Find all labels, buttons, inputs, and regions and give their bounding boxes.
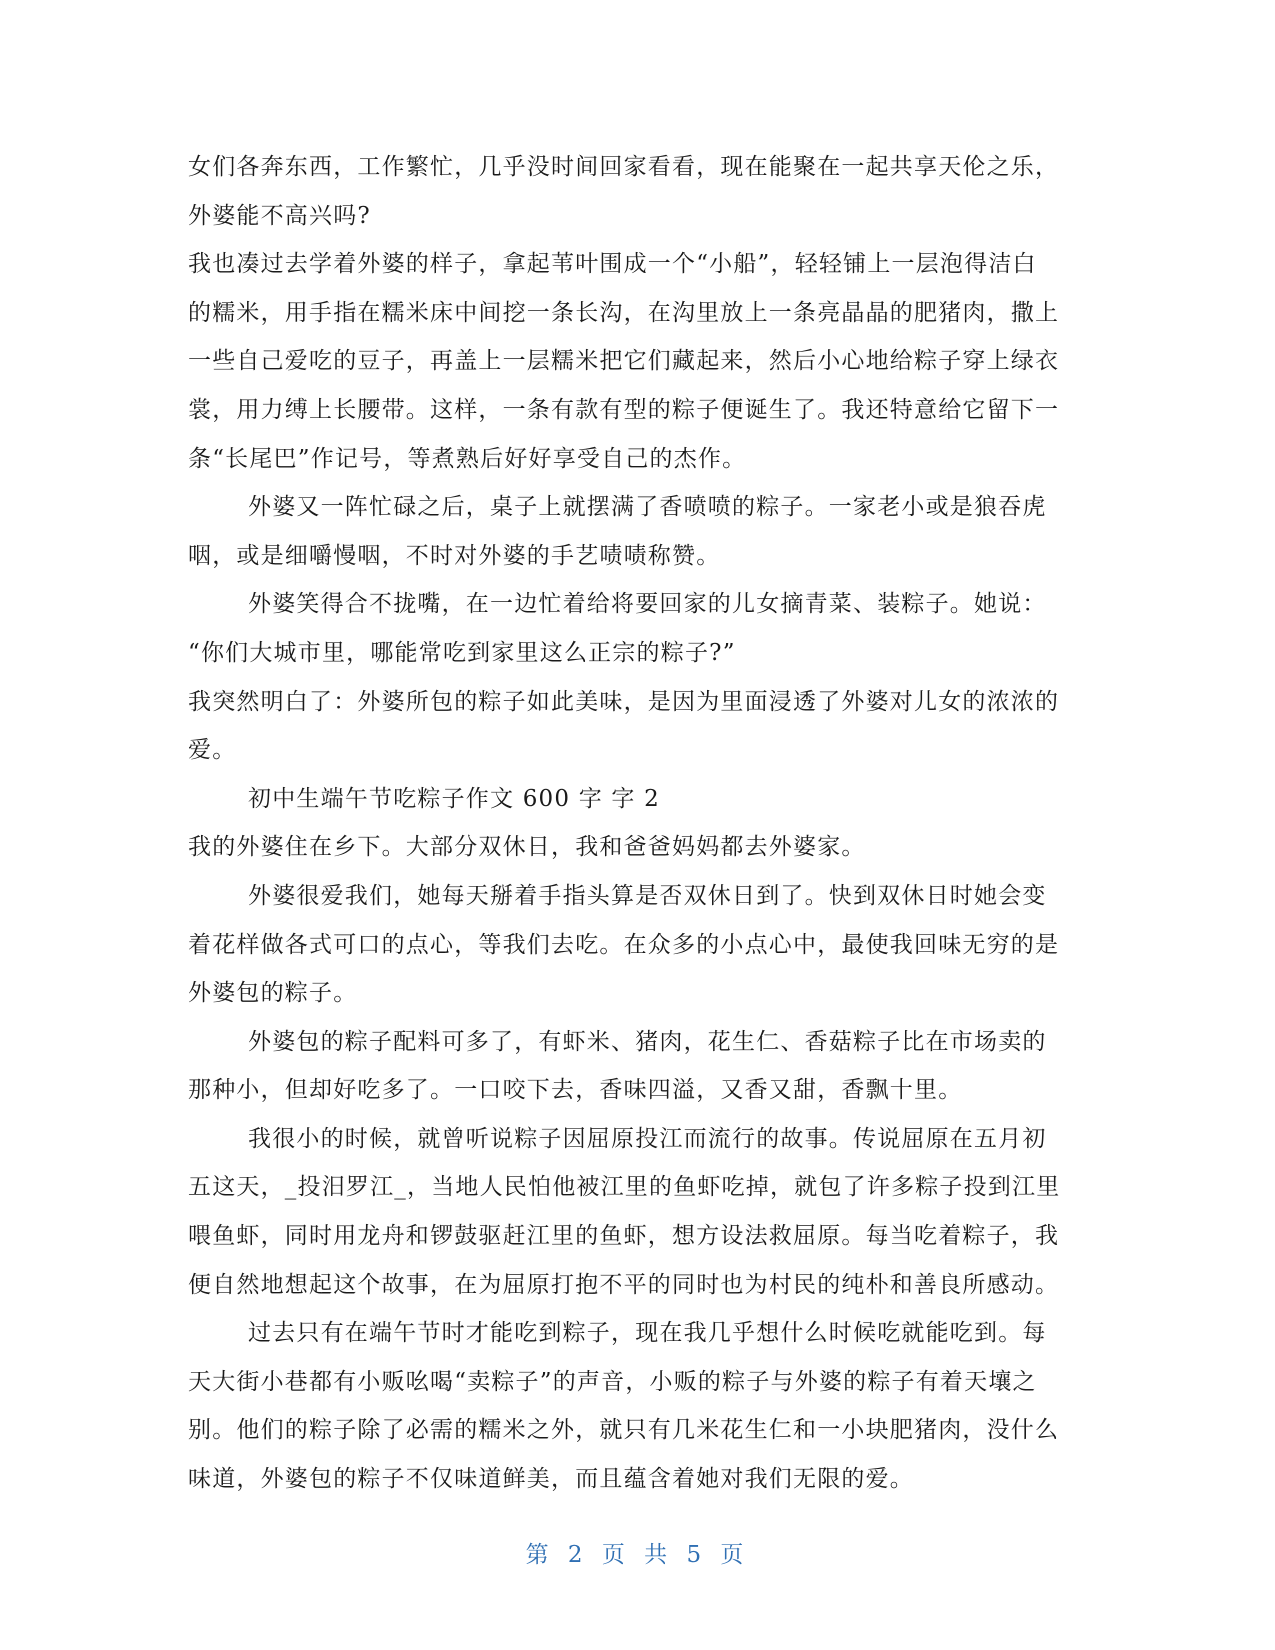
text-line: 外婆包的粽子。 — [188, 980, 358, 1007]
paragraph-first-line: 我很小的时候，就曾听说粽子因屈原投江而流行的故事。传说屈原在五月初 — [248, 1125, 1047, 1152]
text-line: 条“长尾巴”作记号，等煮熟后好好享受自己的杰作。 — [188, 445, 747, 472]
text-line: 我也凑过去学着外婆的样子，拿起苇叶围成一个“小船”，轻轻铺上一层泡得洁白 — [188, 251, 1037, 278]
text-line: 味道，外婆包的粽子不仅味道鲜美，而且蕴含着她对我们无限的爱。 — [188, 1466, 914, 1493]
text-line: 咽，或是细嚼慢咽，不时对外婆的手艺啧啧称赞。 — [188, 542, 721, 569]
text-line: 五这天，_投汨罗江_，当地人民怕他被江里的鱼虾吃掉，就包了许多粽子投到江里 — [188, 1174, 1061, 1201]
paragraph-first-line: 初中生端午节吃粽子作文 600 字 字 2 — [248, 785, 660, 812]
text-line: 天大街小巷都有小贩吆喝“卖粽子”的声音，小贩的粽子与外婆的粽子有着天壤之 — [188, 1368, 1037, 1395]
text-line: 我突然明白了：外婆所包的粽子如此美味，是因为里面浸透了外婆对儿女的浓浓的 — [188, 688, 1060, 715]
document-page — [188, 143, 1088, 1504]
text-line: 外婆能不高兴吗? — [188, 202, 371, 229]
page-footer: 第 2 页 共 5 页 — [525, 1542, 750, 1568]
paragraph-first-line: 外婆笑得合不拢嘴，在一边忙着给将要回家的儿女摘青菜、装粽子。她说： — [248, 591, 1047, 618]
text-line: 便自然地想起这个故事，在为屈原打抱不平的同时也为村民的纯朴和善良所感动。 — [188, 1271, 1060, 1298]
text-line: 的糯米，用手指在糯米床中间挖一条长沟，在沟里放上一条亮晶晶的肥猪肉，撒上 — [188, 299, 1060, 326]
paragraph-first-line: 外婆很爱我们，她每天掰着手指头算是否双休日到了。快到双休日时她会变 — [248, 882, 1047, 909]
paragraph-first-line: 过去只有在端午节时才能吃到粽子，现在我几乎想什么时候吃就能吃到。每 — [248, 1320, 1047, 1347]
text-line: 着花样做各式可口的点心，等我们去吃。在众多的小点心中，最使我回味无穷的是 — [188, 931, 1060, 958]
paragraph-first-line: 外婆又一阵忙碌之后，桌子上就摆满了香喷喷的粽子。一家老小或是狼吞虎 — [248, 494, 1047, 521]
text-line: 喂鱼虾，同时用龙舟和锣鼓驱赶江里的鱼虾，想方设法救屈原。每当吃着粽子，我 — [188, 1223, 1060, 1250]
text-line: 那种小，但却好吃多了。一口咬下去，香味四溢，又香又甜，香飘十里。 — [188, 1077, 963, 1104]
text-line: 女们各奔东西，工作繁忙，几乎没时间回家看看，现在能聚在一起共享天伦之乐， — [188, 154, 1060, 180]
text-line: 爱。 — [188, 737, 237, 764]
text-line: “你们大城市里，哪能常吃到家里这么正宗的粽子?” — [188, 639, 736, 666]
text-line: 我的外婆住在乡下。大部分双休日，我和爸爸妈妈都去外婆家。 — [188, 834, 866, 861]
text-line: 一些自己爱吃的豆子，再盖上一层糯米把它们藏起来，然后小心地给粽子穿上绿衣 — [188, 348, 1060, 375]
text-line: 别。他们的粽子除了必需的糯米之外，就只有几米花生仁和一小块肥猪肉，没什么 — [188, 1417, 1060, 1444]
paragraph-first-line: 外婆包的粽子配料可多了，有虾米、猪肉，花生仁、香菇粽子比在市场卖的 — [248, 1028, 1047, 1055]
text-line: 裳，用力缚上长腰带。这样，一条有款有型的粽子便诞生了。我还特意给它留下一 — [188, 396, 1060, 423]
